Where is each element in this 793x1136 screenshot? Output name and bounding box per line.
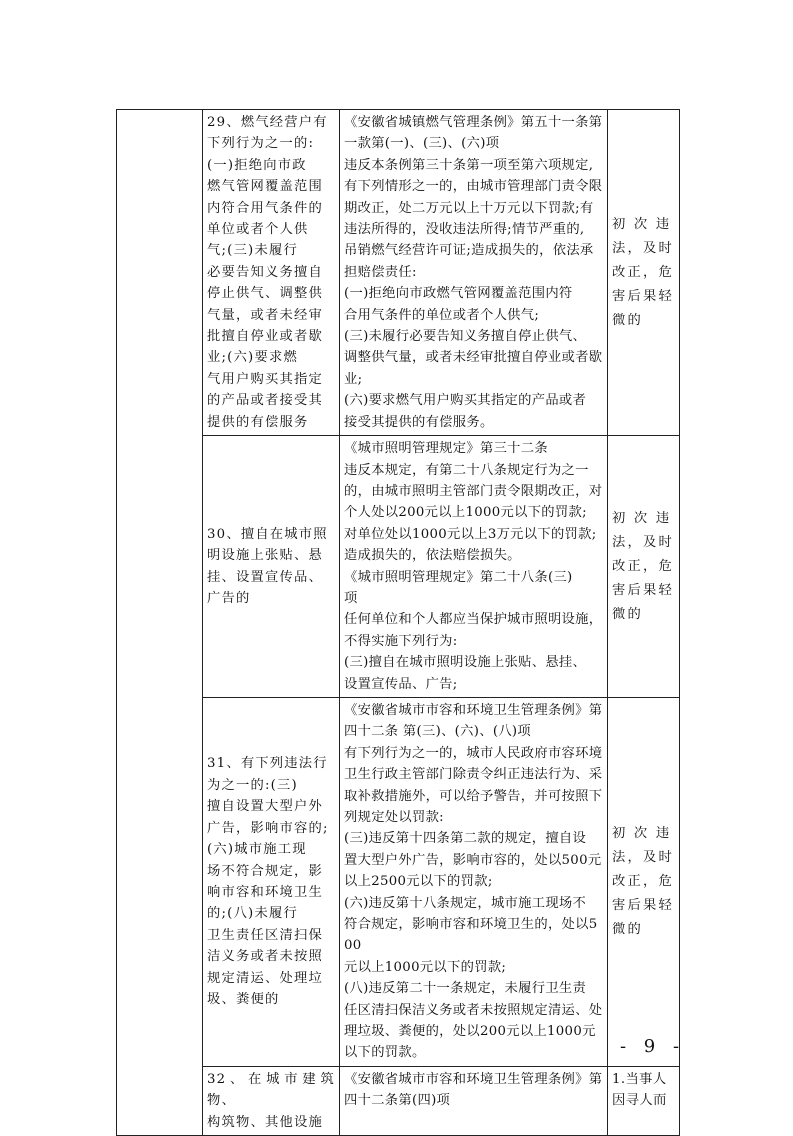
category-cell (117, 110, 203, 1136)
basis-text: 《安徽省城市市容和环境卫生管理条例》第 四十二条第(四)项 (344, 1071, 603, 1109)
condition-cell (608, 110, 680, 436)
penalty-table (116, 109, 680, 1136)
basis-cell (340, 436, 608, 698)
basis-cell (340, 110, 608, 436)
basis-text: 《城市照明管理规定》第三十二条 违反本规定，有第二十八条规定行为之一 的，由城市照明主管部门责令限期改正，对 个人处以200元以上1000元以下的罚款; 对单位处以1000元以上3万元以下的罚款; 造成损失的，依法赔偿损失。 《城市照明管理规定》第二十八条(三) 项 任何单位和个人都应当保护城市照明设施， 不得实施下列行为: (三)擅自在城市照明设施上张贴、悬挂、 设置宣传品、广告; (344, 441, 603, 692)
item-text: 32、在城市建筑物、 构筑物、其他设施 (207, 1071, 335, 1130)
condition-cell (608, 697, 680, 1066)
item-cell (203, 697, 340, 1066)
table-row (117, 110, 680, 436)
condition-cell (608, 436, 680, 698)
basis-text: 《安徽省城市市容和环境卫生管理条例》第 四十二条 第(三)、(六)、(八)项 有下列行为之一的，城市人民政府市容环境 卫生行政主管部门除责令纠正违法行为、采 取补救措施外，可以给予警告，并可按照下 列规定处以罚款: (三)违反第十四条第二款的规定，擅自设 置大型户外广告，影响市容的，处以500元 以上2500元以下的罚款; (六)违反第十八条规定，城市施工现场不 符合规定，影响市容和环境卫生的，处以500 元以上1000元以下的罚款; (八)违反第二十一条规定，未履行卫生责 任区清扫保洁义务或者未按照规定清运、处 理垃圾、粪便的，处以200元以上1000元 以下的罚款。 (344, 702, 603, 1061)
basis-cell (340, 1066, 608, 1135)
condition-cell (608, 1066, 680, 1135)
condition-text: 1.当事人 因寻人而 (612, 1071, 667, 1109)
basis-cell (340, 697, 608, 1066)
page-number: - 9 - (620, 1036, 686, 1057)
basis-text: 《安徽省城镇燃气管理条例》第五十一条第 一款第(一)、(三)、(六)项 违反本条例第三十条第一项至第六项规定, 有下列情形之一的，由城市管理部门责令限 期改正，处二万元以上十万元以下罚款;有 违法所得的，没收违法所得;情节严重的, 吊销燃气经营许可证;造成损失的，依法承 担赔偿责任: (一)拒绝向市政燃气管网覆盖范围内符 合用气条件的单位或者个人供气; (三)未履行必要告知义务擅自停止供气、 调整供气量，或者未经审批擅自停业或者歇 业; (六)要求燃气用户购买其指定的产品或者 接受其提供的有偿服务。 (344, 115, 603, 430)
condition-text: 初 次 违 法，及时 改正，危 害后果轻 微的 (612, 825, 674, 937)
item-cell (203, 1066, 340, 1135)
item-text: 30、擅自在城市照 明设施上张贴、悬 挂、设置宣传品、 广告的 (207, 526, 328, 606)
item-cell (203, 436, 340, 698)
item-cell (203, 110, 340, 436)
condition-text: 初 次 违 法，及时 改正，危 害后果轻 微的 (612, 510, 674, 622)
item-text: 31、有下列违法行 为之一的:(三) 擅自设置大型户外 广告，影响市容的; (六)城市施工现 场不符合规定，影 响市容和环境卫生 的;(八)未履行 卫生责任区清扫保 洁义务或者未按照 规定清运、处理垃 圾、粪便的 (207, 756, 329, 1007)
item-text: 29、燃气经营户有 下列行为之一的: (一)拒绝向市政 燃气管网覆盖范围 内符合用气条件的 单位或者个人供 气;(三)未履行 必要告知义务擅自 停止供气、调整供 气量，或者未经审 批擅自停业或者歇 业;(六)要求燃 气用户购买其指定 的产品或者接受其 提供的有偿服务 (207, 115, 328, 430)
condition-text: 初 次 违 法，及时 改正，危 害后果轻 微的 (612, 216, 674, 328)
